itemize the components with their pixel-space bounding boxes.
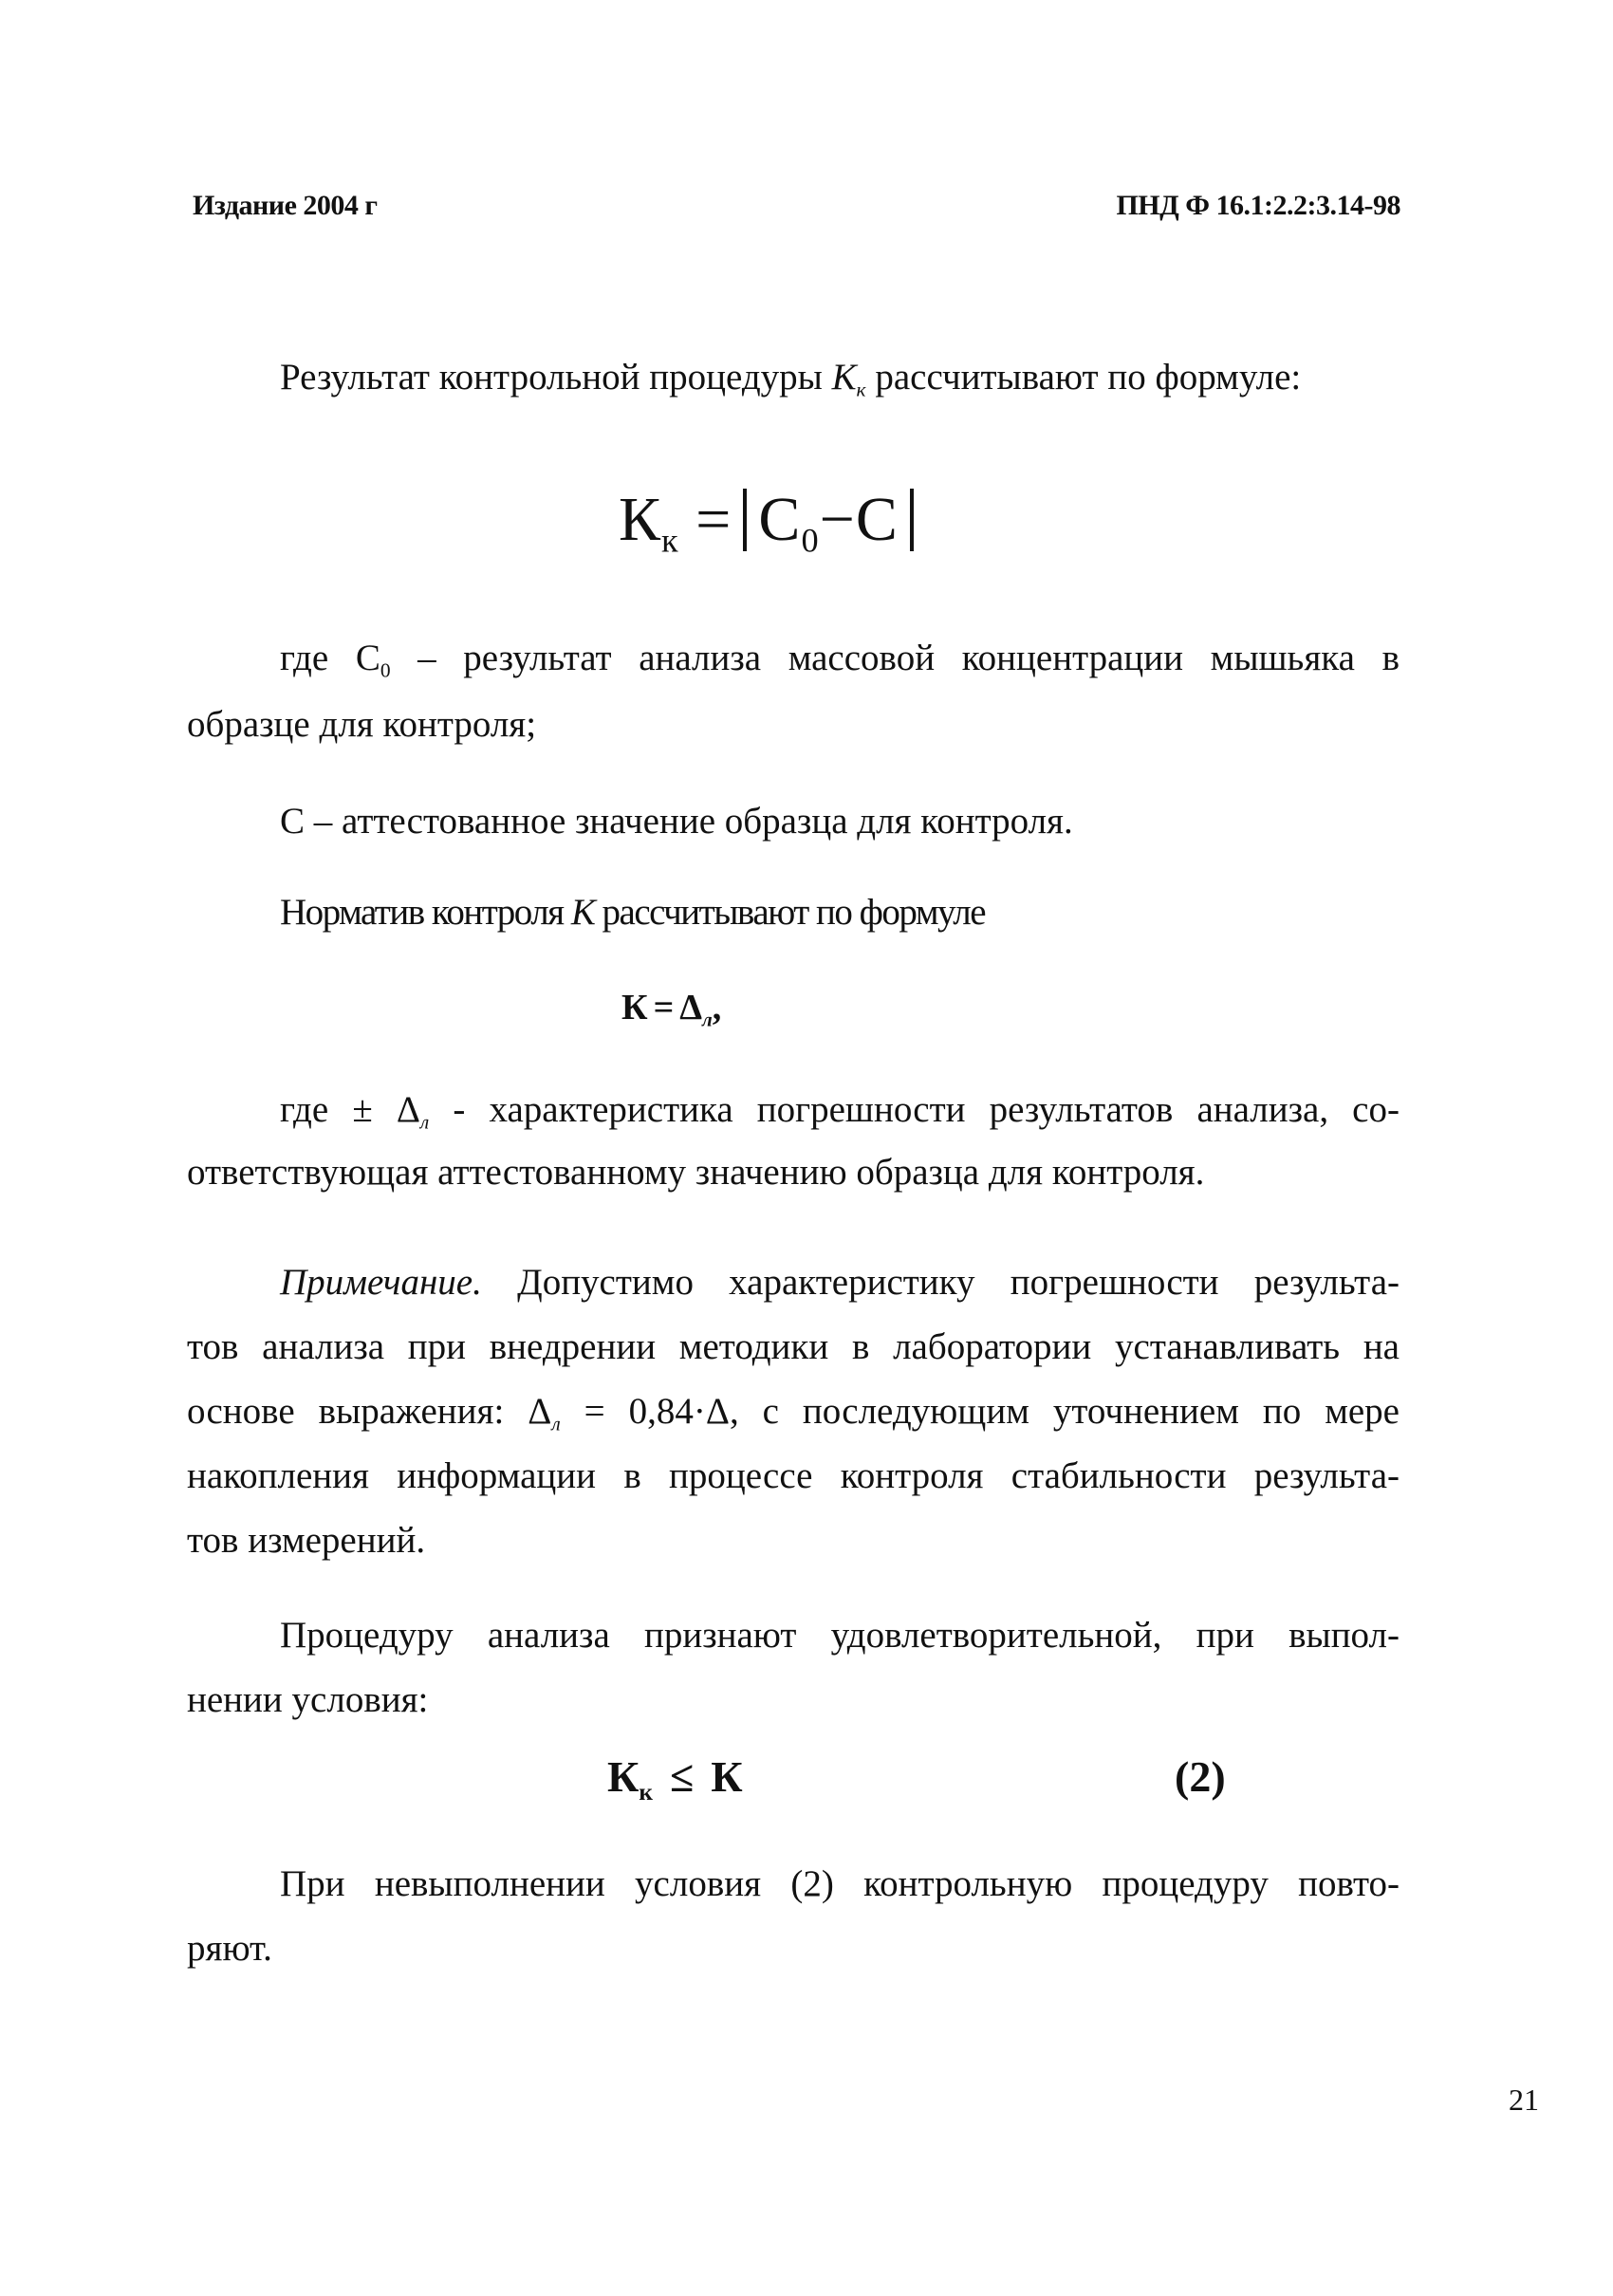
formula-kk <box>619 484 925 561</box>
abs-bar-left <box>743 489 747 551</box>
norm-text-before: Норматив контроля <box>280 892 571 933</box>
formula-condition-lhs: К <box>607 1752 640 1801</box>
where-c0-line2: образце для контроля; <box>187 704 537 745</box>
formula-k-lhs: К <box>621 988 648 1028</box>
norm-symbol: К <box>570 892 595 933</box>
intro-paragraph <box>280 345 1301 422</box>
document-code: ПНД Ф 16.1:2.2:3.14-98 <box>1116 190 1400 221</box>
formula-k <box>621 987 721 1031</box>
note-line3-before: основе выражения: Δ <box>187 1391 552 1432</box>
formula-kk-lhs-sub: к <box>661 521 679 560</box>
where-delta-prefix: где ± Δ <box>280 1089 420 1130</box>
where-delta-line2: ответствующая аттестованному значению образца для контроля. <box>187 1152 1205 1193</box>
where-c0-rest: – результат анализа массовой концентрации мышьяка в <box>390 638 1400 678</box>
intro-symbol-sub: к <box>856 378 866 401</box>
formula-k-comma: , <box>712 988 722 1028</box>
where-c0-line1 <box>280 626 1400 703</box>
note-line3-after: = 0,84·Δ, с последующим уточнением по мере <box>560 1391 1400 1432</box>
condition-line2: нении условия: <box>187 1679 429 1720</box>
norm-paragraph <box>280 880 985 945</box>
where-delta-sub: л <box>419 1110 430 1134</box>
note-line2: тов анализа при внедрении методики в лаборатории устанавливать на <box>187 1326 1400 1367</box>
formula-condition <box>607 1751 743 1806</box>
note-line1-text: Допустимо характеристику погрешности результа- <box>481 1262 1400 1303</box>
formula-kk-c0-sub: 0 <box>801 521 820 560</box>
note-line1 <box>280 1250 1400 1315</box>
note-label: Примечание. <box>280 1262 482 1303</box>
where-delta-rest: - характеристика погрешности результатов анализа, со- <box>429 1089 1400 1130</box>
formula-kk-c0: С <box>758 485 802 554</box>
formula-k-equals: = <box>653 988 675 1028</box>
condition-line1: Процедуру анализа признают удовлетворительной, при выпол- <box>280 1615 1400 1656</box>
formula-k-delta: Δ <box>679 988 703 1028</box>
where-c0-prefix: где С <box>280 638 380 678</box>
intro-text-before: Результат контрольной процедуры <box>280 357 832 398</box>
intro-symbol: К <box>831 357 857 398</box>
formula-condition-rhs: К <box>711 1752 743 1801</box>
note-line5: тов измерений. <box>187 1520 426 1561</box>
formula-kk-minus: − <box>819 485 856 554</box>
note-line3-sub: л <box>551 1412 561 1435</box>
formula-kk-c: С <box>855 485 899 554</box>
repeat-line2: ряют. <box>187 1928 272 1969</box>
abs-bar-right <box>910 489 914 551</box>
intro-text-after: рассчитывают по формуле: <box>865 357 1302 398</box>
where-c-line: С – аттестованное значение образца для контроля. <box>280 801 1073 842</box>
norm-text-after: рассчитывают по формуле <box>594 892 986 933</box>
formula-k-delta-sub: л <box>702 1008 713 1031</box>
page-number: 21 <box>1509 2083 1539 2117</box>
repeat-line1: При невыполнении условия (2) контрольную процедуру повто- <box>280 1863 1400 1904</box>
note-line4: накопления информации в процессе контроля стабильности результа- <box>187 1455 1400 1496</box>
formula-kk-equals: = <box>695 485 732 554</box>
formula-condition-lhs-sub: к <box>639 1778 653 1805</box>
formula-kk-lhs: К <box>619 485 662 554</box>
formula-condition-op: ≤ <box>669 1752 695 1801</box>
where-c0-sub: 0 <box>380 658 391 682</box>
formula-number: (2) <box>1175 1752 1226 1801</box>
edition-label: Издание 2004 г <box>193 190 378 221</box>
